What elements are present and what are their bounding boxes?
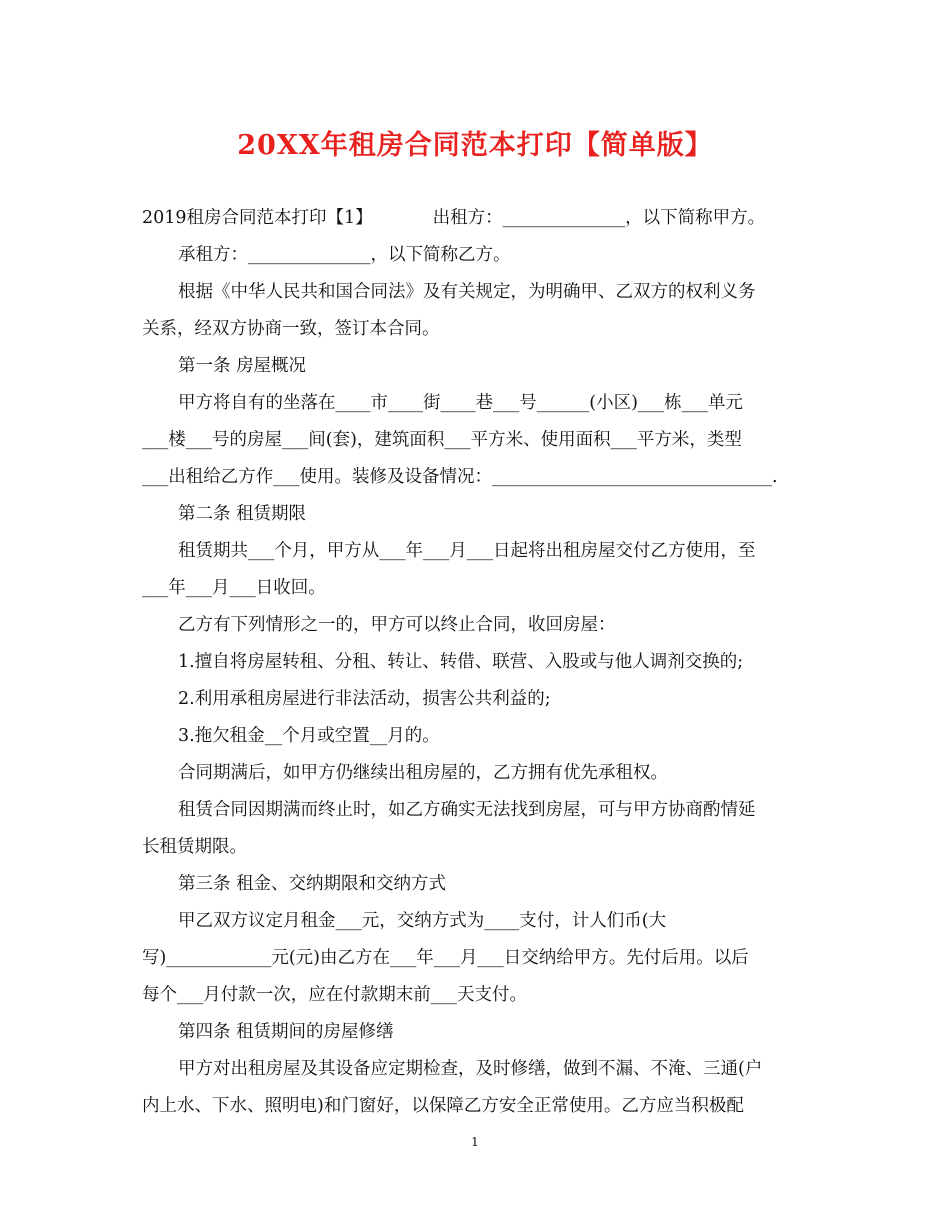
page-number: 1	[471, 1135, 479, 1149]
text-line-4: 关系，经双方协商一致，签订本合同。	[142, 319, 440, 339]
section-heading-1: 第一条 房屋概况	[178, 356, 307, 376]
list-item-2: 2.利用承租房屋进行非法活动，损害公共利益的;	[178, 689, 551, 709]
section-heading-4: 第四条 租赁期间的房屋修缮	[178, 1022, 394, 1042]
text-line-3: 根据《中华人民共和国合同法》及有关规定，为明确甲、乙双方的权利义务	[178, 282, 756, 302]
text-line-16: 合同期满后，如甲方仍继续出租房屋的，乙方拥有优先承租权。	[178, 763, 668, 783]
section-heading-2: 第二条 租赁期限	[178, 504, 307, 524]
text-line-2: 承租方：______________，以下简称乙方。	[178, 245, 511, 265]
text-line-22: 每个___月付款一次，应在付款期末前___天支付。	[142, 985, 527, 1005]
text-line-24: 甲方对出租房屋及其设备应定期检查，及时修缮，做到不漏、不淹、三通(户	[178, 1059, 763, 1079]
text-line-17: 租赁合同因期满而终止时，如乙方确实无法找到房屋，可与甲方协商酌情延	[178, 800, 756, 820]
text-line-18: 长租赁期限。	[142, 837, 247, 857]
document-body	[142, 200, 806, 1125]
text-line-1	[142, 200, 806, 237]
text-line-8: ___出租给乙方作___使用。装修及设备情况：________________________________.	[142, 467, 778, 487]
text-line-11: ___年___月___日收回。	[142, 578, 326, 598]
text-line-12: 乙方有下列情形之一的，甲方可以终止合同，收回房屋：	[178, 615, 616, 635]
text-line-10: 租赁期共___个月，甲方从___年___月___日起将出租房屋交付乙方使用，至	[178, 541, 756, 561]
list-item-3: 3.拖欠租金__个月或空置__月的。	[178, 726, 440, 746]
document-subtitle: 2019租房合同范本打印【1】	[142, 208, 373, 228]
list-item-1: 1.擅自将房屋转租、分租、转让、转借、联营、入股或与他人调剂交换的;	[178, 652, 744, 672]
document-title: 20XX年租房合同范本打印【简单版】	[237, 130, 713, 161]
lessor-line: 出租方：______________，以下简称甲方。	[432, 208, 766, 228]
text-line-20: 甲乙双方议定月租金___元，交纳方式为____支付，计人们币(大	[178, 911, 667, 931]
text-line-6: 甲方将自有的坐落在____市____街____巷___号______(小区)___栋___单元	[178, 393, 743, 413]
section-heading-3: 第三条 租金、交纳期限和交纳方式	[178, 874, 447, 894]
text-line-21: 写)____________元(元)由乙方在___年___月___日交纳给甲方。先付后用。以后	[142, 948, 749, 968]
text-line-7: ___楼___号的房屋___间(套)，建筑面积___平方米、使用面积___平方米，类型	[142, 430, 742, 450]
text-line-25: 内上水、下水、照明电)和门窗好，以保障乙方安全正常使用。乙方应当积极配	[142, 1096, 744, 1116]
